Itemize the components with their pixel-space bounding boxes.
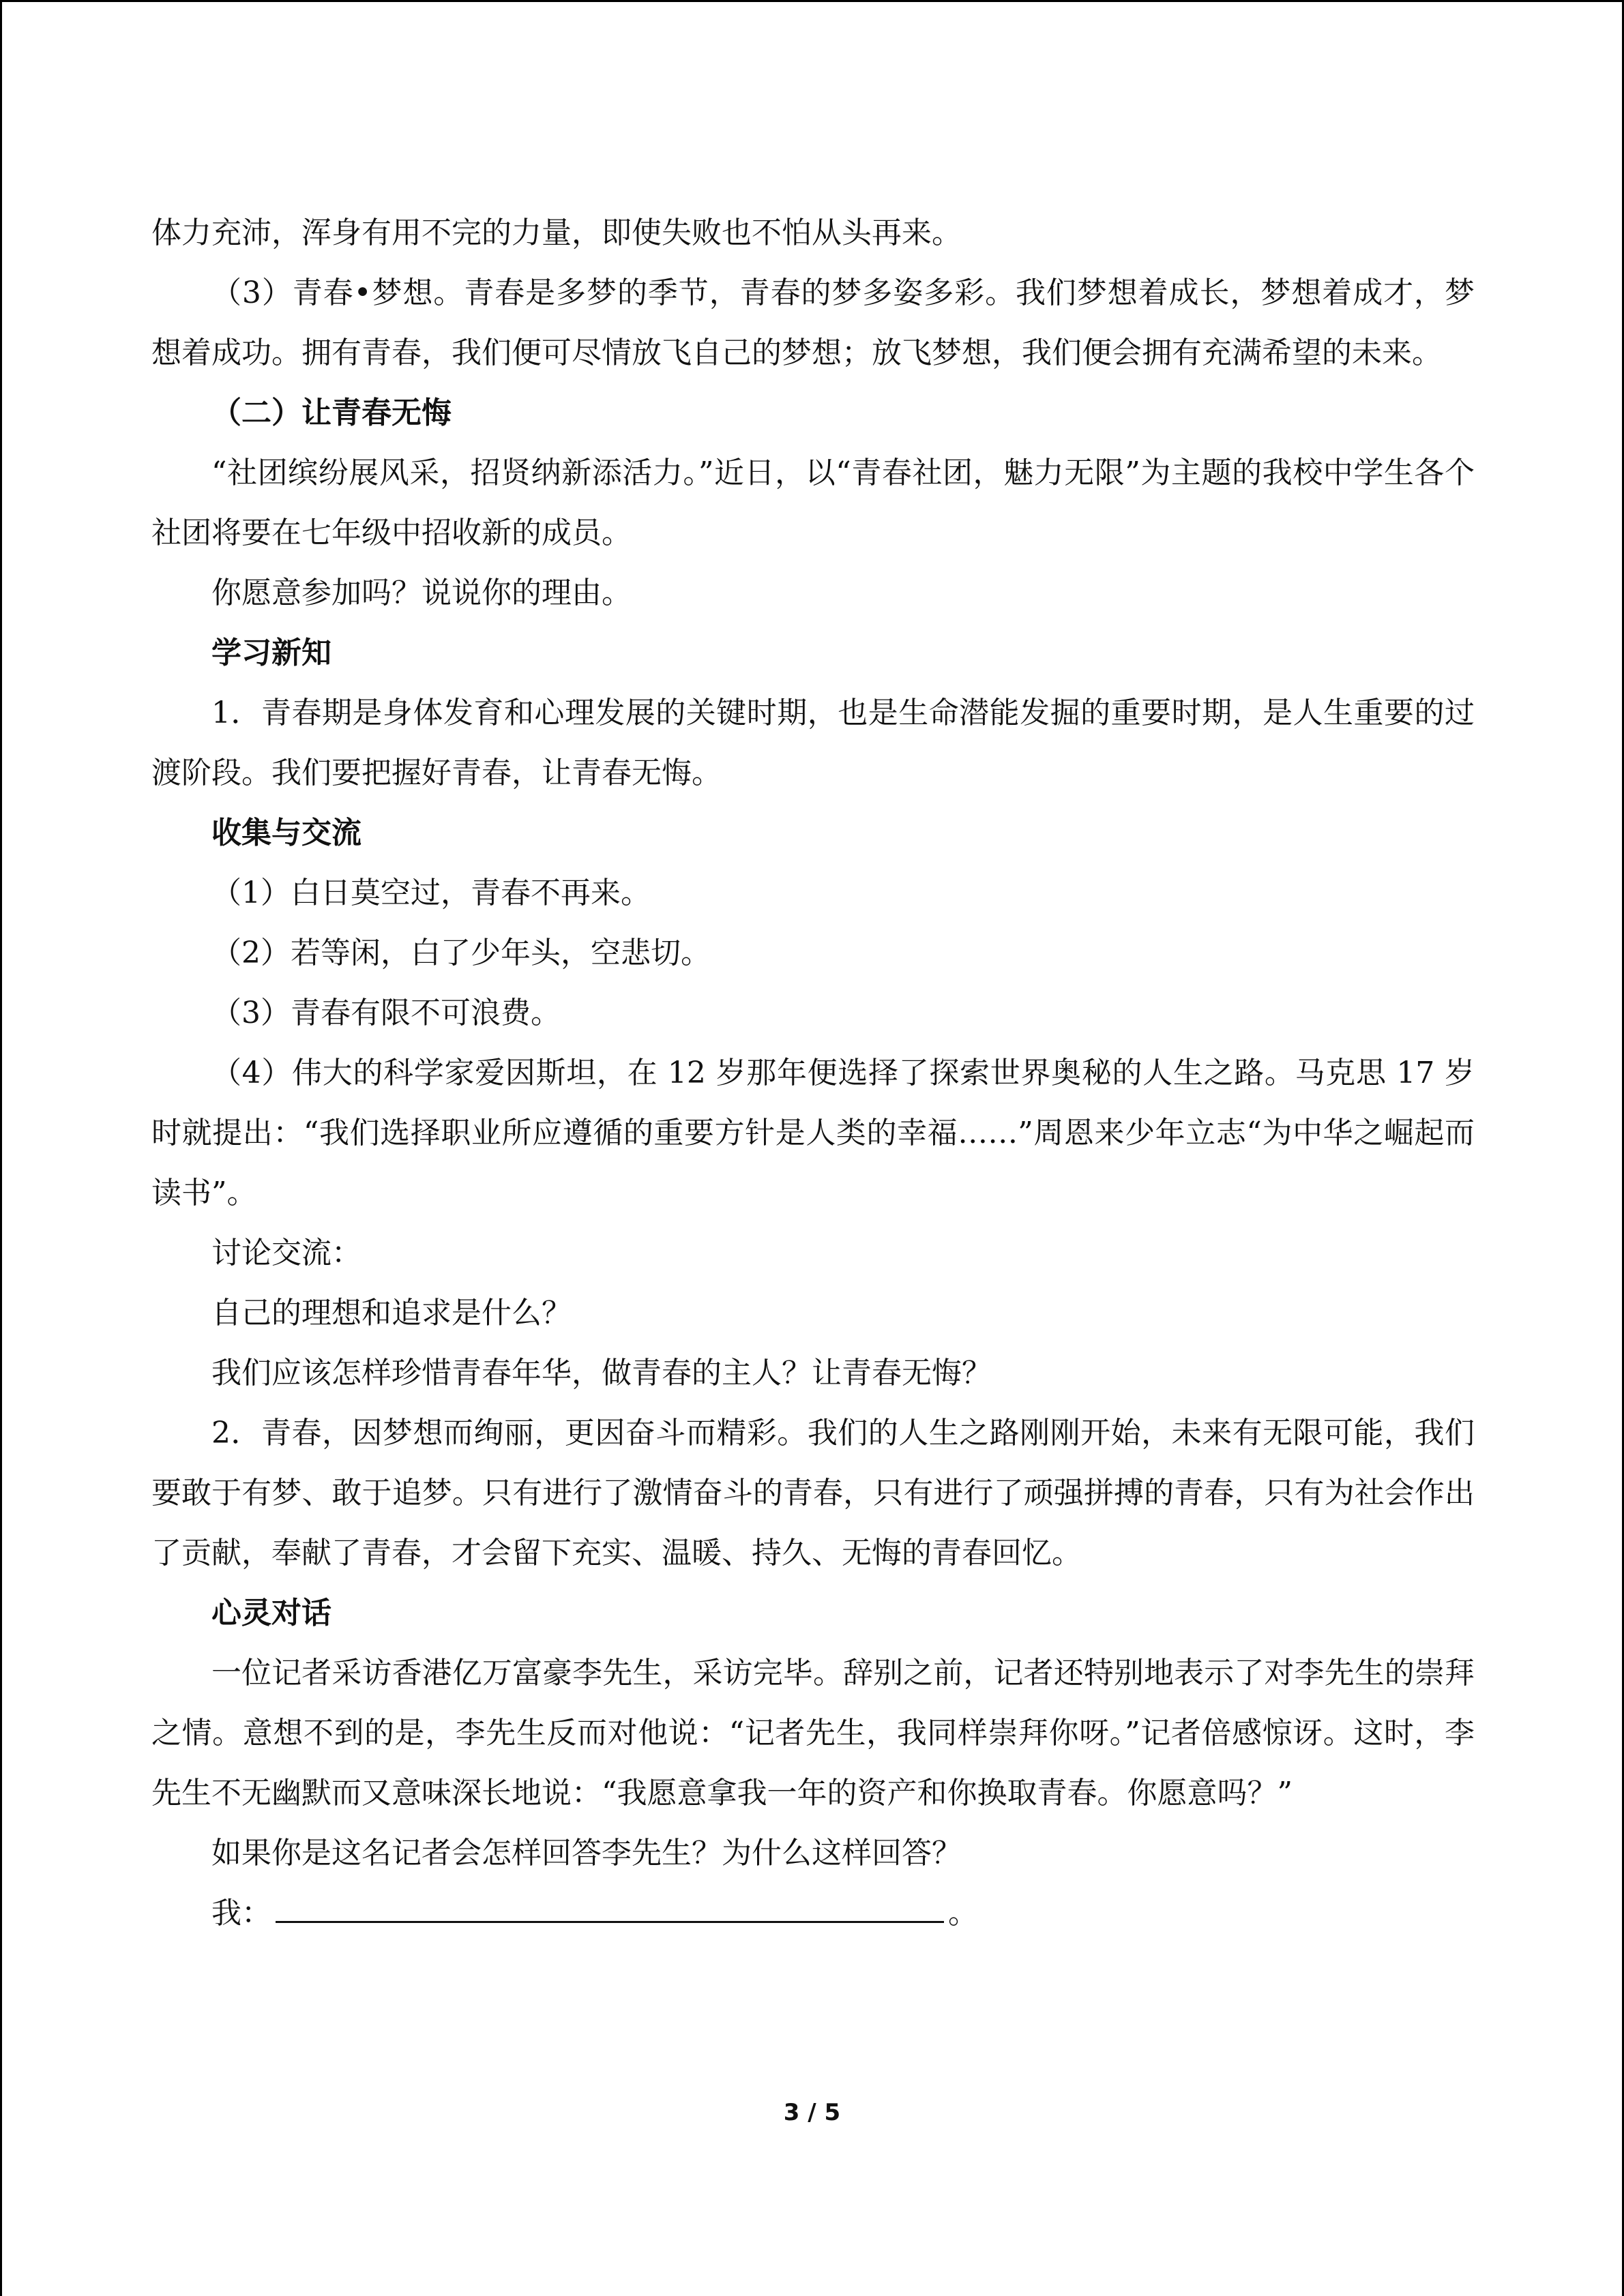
paragraph-youth-dream: （3）青春•梦想。青春是多梦的季节，青春的梦多姿多彩。我们梦想着成长，梦想着成才，梦想着成功。拥有青春，我们便可尽情放飞自己的梦想；放飞梦想，我们便会拥有充满希望的未来。 <box>151 275 1475 370</box>
page-number: 3 / 5 <box>783 2099 841 2126</box>
heading-collect-exchange: 收集与交流 <box>211 816 361 850</box>
answer-line <box>151 1883 1475 1943</box>
paragraph-point-1: 1．青春期是身体发育和心理发展的关键时期，也是生命潜能发掘的重要时期，是人生重要的过渡阶段。我们要把握好青春，让青春无悔。 <box>151 696 1475 790</box>
answer-prefix: 我： <box>211 1896 271 1930</box>
list-item-4: （4）伟大的科学家爱因斯坦，在 12 岁那年便选择了探索世界奥秘的人生之路。马克思 17 岁时就提出：“我们选择职业所应遵循的重要方针是人类的幸福……”周恩来少年立志“为中华之崛起而读书”。 <box>151 1056 1475 1210</box>
heading-soul-dialogue: 心灵对话 <box>211 1596 331 1630</box>
list-item-2: （2）若等闲，白了少年头，空悲切。 <box>211 936 711 970</box>
paragraph-discussion-label: 讨论交流： <box>211 1236 361 1270</box>
paragraph-1: 体力充沛，浑身有用不完的力量，即使失败也不怕从头再来。 <box>151 215 962 250</box>
list-item-3: （3）青春有限不可浪费。 <box>211 996 561 1030</box>
document-body <box>151 203 1475 1943</box>
heading-learn-new: 学习新知 <box>211 636 331 670</box>
section-heading-no-regret: （二）让青春无悔 <box>211 396 452 430</box>
paragraph-discussion-q2: 我们应该怎样珍惜青春年华，做青春的主人？让青春无悔？ <box>211 1356 992 1390</box>
answer-blank[interactable] <box>276 1894 944 1923</box>
answer-suffix: 。 <box>948 1896 978 1930</box>
paragraph-club: “社团缤纷展风采，招贤纳新添活力。”近日，以“青春社团，魅力无限”为主题的我校中学生各个社团将要在七年级中招收新的成员。 <box>151 456 1475 550</box>
paragraph-story: 一位记者采访香港亿万富豪李先生，采访完毕。辞别之前，记者还特别地表示了对李先生的崇拜之情。意想不到的是，李先生反而对他说：“记者先生，我同样崇拜你呀。”记者倍感惊讶。这时，李先生不无幽默而又意味深长地说：“我愿意拿我一年的资产和你换取青春。你愿意吗？” <box>151 1656 1475 1810</box>
paragraph-question-join: 你愿意参加吗？说说你的理由。 <box>211 576 632 610</box>
paragraph-discussion-q1: 自己的理想和追求是什么？ <box>211 1296 572 1330</box>
paragraph-point-2: 2．青春，因梦想而绚丽，更因奋斗而精彩。我们的人生之路刚刚开始，未来有无限可能，我们要敢于有梦、敢于追梦。只有进行了激情奋斗的青春，只有进行了顽强拼搏的青春，只有为社会作出了贡献，奉献了青春，才会留下充实、温暖、持久、无悔的青春回忆。 <box>151 1416 1475 1570</box>
paragraph-story-question: 如果你是这名记者会怎样回答李先生？为什么这样回答？ <box>211 1836 962 1870</box>
list-item-1: （1）白日莫空过，青春不再来。 <box>211 876 651 910</box>
